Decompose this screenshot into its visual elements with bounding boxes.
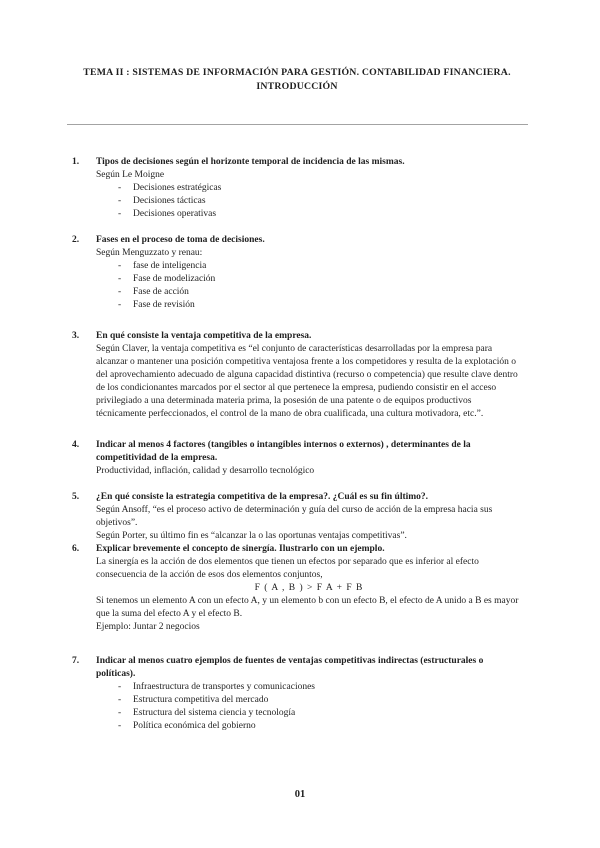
bullet-label: Fase de acción [133, 287, 189, 297]
bullet-item [96, 694, 522, 707]
question-number: 3. [72, 331, 80, 341]
dash-marker: - [118, 300, 122, 310]
bullet-label: Estructura competitiva del mercado [133, 695, 269, 705]
bullet-label: Política económica del gobierno [133, 721, 256, 731]
bullet-label: Estructura del sistema ciencia y tecnología [133, 708, 296, 718]
bullet-label: Decisiones operativas [133, 209, 217, 219]
bullet-item [96, 195, 522, 208]
dash-marker: - [118, 708, 122, 718]
answer-paragraph: Ejemplo: Juntar 2 negocios [96, 622, 200, 632]
question-heading: Explicar brevemente el concepto de sinergía. Ilustrarlo con un ejemplo. [96, 544, 385, 554]
answer-paragraph: Según Porter, su último fin es “alcanzar la o las oportunas ventajas competitivas”. [96, 531, 407, 541]
answer-paragraph: Según Claver, la ventaja competitiva es “el conjunto de características desarrolladas por la empresa para alcanzar o mantener una posición competitiva ventajosa frente a los competidores y resulta de la explotación o del aprovechamiento adecuado de alguna capacidad distintiva (recurso o competencia) que resulte clave dentro de los condicionantes marcados por el sector al que pertenece la empresa, pudiendo consistir en el acceso privilegiado a una determinada materia prima, la posesión de una patente o de equipos productivos técnicamente perfeccionados, el control de la mano de obra cualificada, una cultura motivadora, etc.”. [96, 344, 518, 419]
bullet-label: Fase de modelización [133, 274, 216, 284]
bullet-label: Decisiones estratégicas [133, 183, 222, 193]
question-number: 4. [72, 440, 80, 450]
dash-marker: - [118, 209, 122, 219]
question-list [72, 156, 522, 733]
bullet-item [96, 273, 522, 286]
bullet-label: fase de inteligencia [133, 261, 207, 271]
dash-marker: - [118, 196, 122, 206]
answer-paragraph: La sinergía es la acción de dos elementos que tienen un efectos por separado que es inferior al efecto consecuencia de la acción de esos dos elementos conjuntos, [96, 557, 479, 580]
question-number: 2. [72, 235, 80, 245]
question-heading: Indicar al menos cuatro ejemplos de fuentes de ventajas competitivas indirectas (estructurales o políticas). [96, 656, 484, 679]
bullet-item [96, 681, 522, 694]
dash-marker: - [118, 695, 122, 705]
bullet-item [96, 182, 522, 195]
title-divider [67, 124, 528, 125]
question-heading: ¿En qué consiste la estrategia competitiva de la empresa?. ¿Cuál es su fin último?. [96, 492, 429, 502]
document-title [66, 66, 528, 93]
answer-paragraph: Productividad, inflación, calidad y desarrollo tecnológico [96, 466, 315, 476]
synergy-formula: F ( A , B ) > F A + F B [254, 583, 364, 593]
page-number: 01 [294, 789, 306, 800]
answer-lead: Según Menguzzato y renau: [96, 248, 203, 258]
question-item-1 [72, 156, 522, 221]
question-heading: En qué consiste la ventaja competitiva de la empresa. [96, 331, 312, 341]
bullet-label: Fase de revisión [133, 300, 195, 310]
bullet-label: Decisiones tácticas [133, 196, 206, 206]
document-title-line1: TEMA II : SISTEMAS DE INFORMACIÓN PARA GESTIÓN. CONTABILIDAD FINANCIERA. [83, 67, 511, 78]
dash-marker: - [118, 721, 122, 731]
bullet-item [96, 260, 522, 273]
question-item-6 [72, 543, 522, 634]
dash-marker: - [118, 287, 122, 297]
dash-marker: - [118, 261, 122, 271]
question-item-7 [72, 655, 522, 733]
question-number: 5. [72, 492, 80, 502]
bullet-item [96, 720, 522, 733]
question-heading: Tipos de decisiones según el horizonte temporal de incidencia de las mismas. [96, 157, 405, 167]
bullet-item [96, 707, 522, 720]
question-heading: Fases en el proceso de toma de decisiones. [96, 235, 265, 245]
answer-lead: Según Le Moigne [96, 170, 165, 180]
question-number: 1. [72, 157, 80, 167]
dash-marker: - [118, 682, 122, 692]
dash-marker: - [118, 183, 122, 193]
bullet-item [96, 286, 522, 299]
question-item-5 [72, 491, 522, 543]
bullet-item [96, 299, 522, 312]
dash-marker: - [118, 274, 122, 284]
question-number: 7. [72, 656, 80, 666]
bullet-label: Infraestructura de transportes y comunicaciones [133, 682, 316, 692]
question-item-4 [72, 439, 522, 478]
question-heading: Indicar al menos 4 factores (tangibles o intangibles internos o externos) , determinantes de la competitividad de la empresa. [96, 440, 471, 463]
answer-paragraph: Según Ansoff, “es el proceso activo de determinación y guía del curso de acción de la empresa hacia sus objetivos”. [96, 505, 493, 528]
document-title-line2: INTRODUCCIÓN [256, 80, 338, 92]
bullet-item [96, 208, 522, 221]
question-item-2 [72, 234, 522, 312]
question-number: 6. [72, 544, 80, 554]
question-item-3 [72, 330, 522, 421]
answer-paragraph: Si tenemos un elemento A con un efecto A, y un elemento b con un efecto B, el efecto de A unido a B es mayor que la suma del efecto A y el efecto B. [96, 596, 519, 619]
